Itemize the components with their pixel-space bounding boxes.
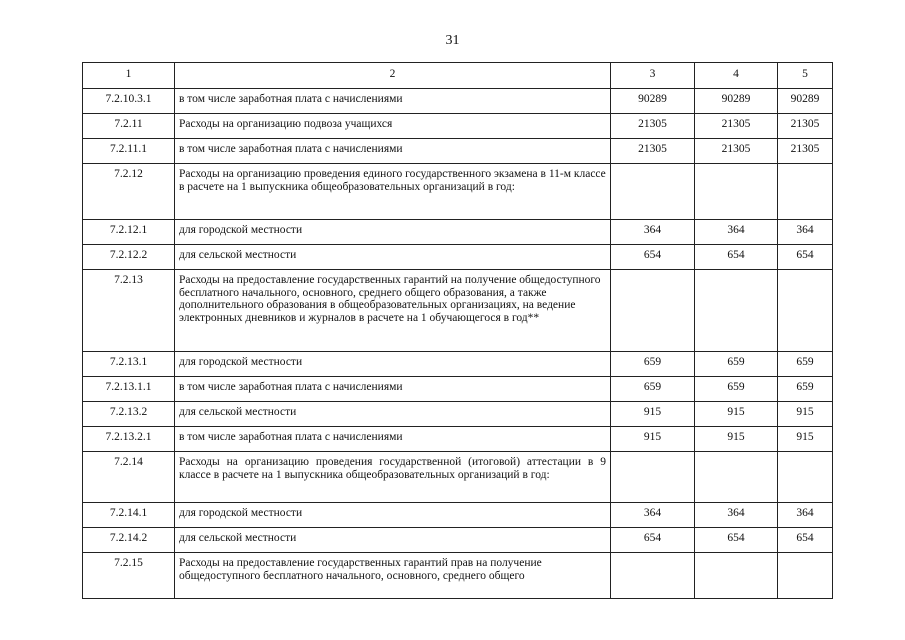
value-col-4: 90289 bbox=[695, 89, 778, 114]
table-row bbox=[83, 452, 833, 503]
value-col-5: 654 bbox=[778, 245, 833, 270]
value-col-3: 654 bbox=[611, 528, 695, 553]
row-description: для сельской местности bbox=[175, 402, 611, 427]
table-row bbox=[83, 377, 833, 402]
value-col-5 bbox=[778, 164, 833, 220]
value-col-5: 915 bbox=[778, 402, 833, 427]
value-col-3: 364 bbox=[611, 220, 695, 245]
row-code: 7.2.14.2 bbox=[83, 528, 175, 553]
row-description: в том числе заработная плата с начислениями bbox=[175, 427, 611, 452]
value-col-5 bbox=[778, 553, 833, 599]
value-col-5: 21305 bbox=[778, 139, 833, 164]
value-col-5: 654 bbox=[778, 528, 833, 553]
table-row bbox=[83, 245, 833, 270]
value-col-5: 364 bbox=[778, 220, 833, 245]
value-col-5: 21305 bbox=[778, 114, 833, 139]
value-col-4: 659 bbox=[695, 352, 778, 377]
value-col-4 bbox=[695, 452, 778, 503]
row-description: для городской местности bbox=[175, 352, 611, 377]
value-col-3 bbox=[611, 164, 695, 220]
value-col-4: 21305 bbox=[695, 114, 778, 139]
value-col-4: 915 bbox=[695, 402, 778, 427]
value-col-4 bbox=[695, 270, 778, 352]
table-header-row bbox=[83, 63, 833, 89]
value-col-4 bbox=[695, 164, 778, 220]
value-col-4: 21305 bbox=[695, 139, 778, 164]
value-col-3 bbox=[611, 553, 695, 599]
row-description: для сельской местности bbox=[175, 245, 611, 270]
table-row bbox=[83, 164, 833, 220]
row-description: в том числе заработная плата с начислениями bbox=[175, 377, 611, 402]
row-description: Расходы на организацию подвоза учащихся bbox=[175, 114, 611, 139]
value-col-4: 915 bbox=[695, 427, 778, 452]
table-row bbox=[83, 352, 833, 377]
row-description: Расходы на предоставление государственных гарантий на получение общедоступного бесплатного начального, основного, среднего общего образования, а также дополнительного образования в общеобразовательных организациях, на ведение электронных дневников и журналов в расчете на 1 обучающегося в год** bbox=[175, 270, 611, 352]
value-col-5: 659 bbox=[778, 352, 833, 377]
column-header: 3 bbox=[611, 63, 695, 89]
value-col-4: 364 bbox=[695, 220, 778, 245]
value-col-3: 915 bbox=[611, 402, 695, 427]
value-col-3: 364 bbox=[611, 503, 695, 528]
value-col-5 bbox=[778, 270, 833, 352]
row-code: 7.2.11.1 bbox=[83, 139, 175, 164]
table-row bbox=[83, 503, 833, 528]
row-description: для городской местности bbox=[175, 503, 611, 528]
row-code: 7.2.15 bbox=[83, 553, 175, 599]
value-col-3: 21305 bbox=[611, 139, 695, 164]
value-col-3: 659 bbox=[611, 352, 695, 377]
row-code: 7.2.10.3.1 bbox=[83, 89, 175, 114]
table-row bbox=[83, 528, 833, 553]
column-header: 5 bbox=[778, 63, 833, 89]
expenditure-table bbox=[82, 62, 833, 599]
column-header: 2 bbox=[175, 63, 611, 89]
value-col-3: 915 bbox=[611, 427, 695, 452]
value-col-4: 654 bbox=[695, 245, 778, 270]
value-col-5 bbox=[778, 452, 833, 503]
table-row bbox=[83, 89, 833, 114]
table-row bbox=[83, 114, 833, 139]
row-code: 7.2.13.1.1 bbox=[83, 377, 175, 402]
row-code: 7.2.13 bbox=[83, 270, 175, 352]
row-code: 7.2.12 bbox=[83, 164, 175, 220]
value-col-4: 654 bbox=[695, 528, 778, 553]
column-header: 1 bbox=[83, 63, 175, 89]
table-row bbox=[83, 402, 833, 427]
row-description: для городской местности bbox=[175, 220, 611, 245]
row-description: Расходы на предоставление государственных гарантий прав на получение общедоступного бесплатного начального, основного, среднего общего bbox=[175, 553, 611, 599]
row-code: 7.2.13.2 bbox=[83, 402, 175, 427]
row-description: Расходы на организацию проведения единого государственного экзамена в 11-м классе в расчете на 1 выпускника общеобразовательных организаций в год: bbox=[175, 164, 611, 220]
row-code: 7.2.11 bbox=[83, 114, 175, 139]
value-col-3: 654 bbox=[611, 245, 695, 270]
table-row bbox=[83, 270, 833, 352]
row-code: 7.2.13.2.1 bbox=[83, 427, 175, 452]
row-code: 7.2.14.1 bbox=[83, 503, 175, 528]
value-col-5: 915 bbox=[778, 427, 833, 452]
value-col-5: 90289 bbox=[778, 89, 833, 114]
value-col-4: 364 bbox=[695, 503, 778, 528]
value-col-3: 90289 bbox=[611, 89, 695, 114]
row-code: 7.2.12.1 bbox=[83, 220, 175, 245]
value-col-3 bbox=[611, 270, 695, 352]
column-header: 4 bbox=[695, 63, 778, 89]
table-row bbox=[83, 139, 833, 164]
value-col-3 bbox=[611, 452, 695, 503]
value-col-4: 659 bbox=[695, 377, 778, 402]
value-col-5: 364 bbox=[778, 503, 833, 528]
value-col-3: 659 bbox=[611, 377, 695, 402]
row-code: 7.2.14 bbox=[83, 452, 175, 503]
row-description: в том числе заработная плата с начислениями bbox=[175, 89, 611, 114]
value-col-5: 659 bbox=[778, 377, 833, 402]
row-description: для сельской местности bbox=[175, 528, 611, 553]
value-col-4 bbox=[695, 553, 778, 599]
table-row bbox=[83, 220, 833, 245]
value-col-3: 21305 bbox=[611, 114, 695, 139]
page-number: 31 bbox=[445, 33, 460, 48]
table-row bbox=[83, 553, 833, 599]
row-code: 7.2.13.1 bbox=[83, 352, 175, 377]
table-row bbox=[83, 427, 833, 452]
row-code: 7.2.12.2 bbox=[83, 245, 175, 270]
row-description: Расходы на организацию проведения государственной (итоговой) аттестации в 9 классе в расчете на 1 выпускника общеобразовательных организаций в год: bbox=[175, 452, 611, 503]
row-description: в том числе заработная плата с начислениями bbox=[175, 139, 611, 164]
